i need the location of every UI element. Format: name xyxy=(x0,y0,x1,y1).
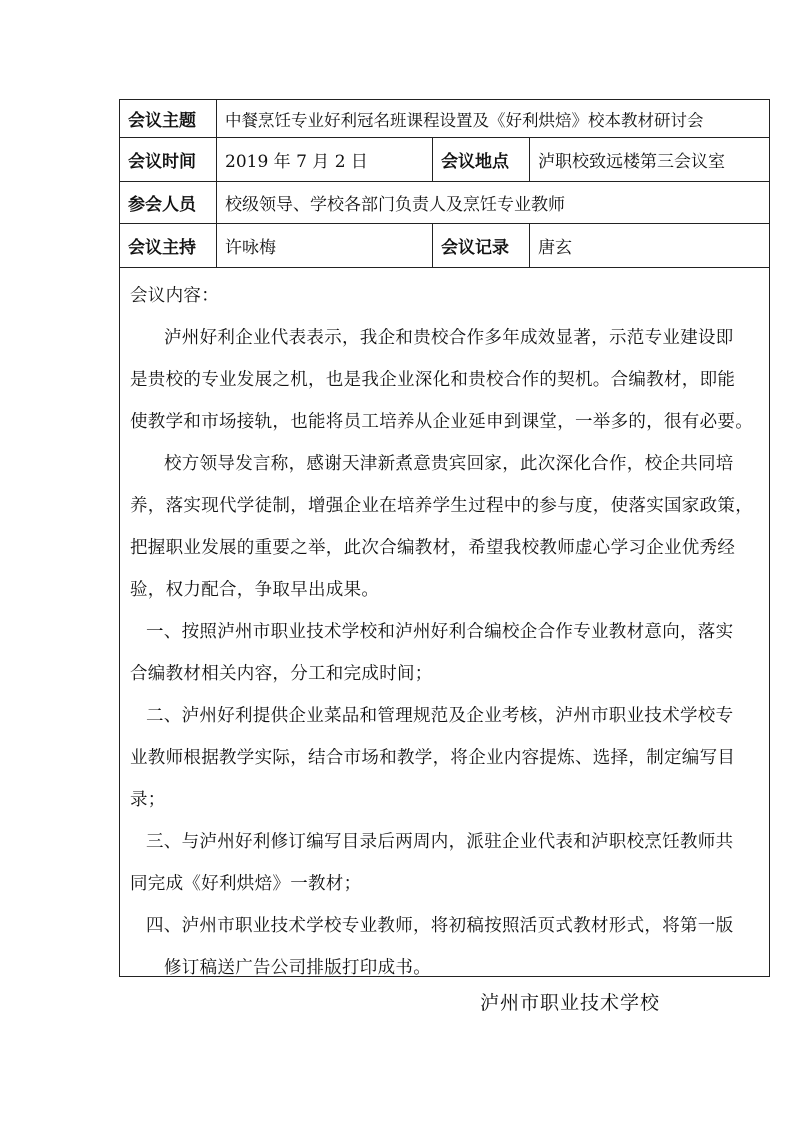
location-value: 泸职校致远楼第三会议室 xyxy=(538,152,725,172)
recorder-value: 唐玄 xyxy=(538,238,572,258)
content-line: 把握职业发展的重要之举，此次合编教材，希望我校教师虚心学习企业优秀经 xyxy=(130,538,736,558)
content-line: 泸州好利企业代表表示，我企和贵校合作多年成效显著，示范专业建设即 xyxy=(164,328,734,348)
content-line: 录； xyxy=(130,790,166,810)
time-value: 2019 年 7 月 2 日 xyxy=(217,138,433,181)
host-value: 许咏梅 xyxy=(217,224,433,267)
content-line: 验，权力配合，争取早出成果。 xyxy=(130,580,380,600)
meeting-minutes-table xyxy=(119,99,770,977)
host-recorder-row xyxy=(120,224,769,268)
content-line: 业教师根据教学实际，结合市场和教学，将企业内容提炼、选择，制定编写目 xyxy=(130,748,736,768)
content-line: 三、与泸州好利修订编写目录后两周内，派驻企业代表和泸职校烹饪教师共 xyxy=(146,832,734,852)
content-line: 合编教材相关内容，分工和完成时间； xyxy=(130,664,433,684)
time-location-row xyxy=(120,138,769,182)
attendees-value: 校级领导、学校各部门负责人及烹饪专业教师 xyxy=(225,195,565,215)
topic-value: 中餐烹饪专业好利冠名班课程设置及《好利烘焙》校本教材研讨会 xyxy=(225,110,704,130)
topic-label: 会议主题 xyxy=(120,100,217,137)
time-label: 会议时间 xyxy=(120,138,217,181)
content-line: 一、按照泸州市职业技术学校和泸州好利合编校企合作专业教材意向，落实 xyxy=(146,622,734,642)
content-heading: 会议内容： xyxy=(130,286,219,306)
host-label: 会议主持 xyxy=(120,224,217,267)
content-line: 修订稿送广告公司排版打印成书。 xyxy=(164,958,431,978)
content-line: 二、泸州好利提供企业菜品和管理规范及企业考核，泸州市职业技术学校专 xyxy=(146,706,734,726)
topic-row xyxy=(120,100,769,138)
attendees-label: 参会人员 xyxy=(120,182,217,223)
content-line: 同完成《好利烘焙》一教材； xyxy=(130,874,362,894)
location-label: 会议地点 xyxy=(433,138,530,181)
meeting-content xyxy=(120,268,769,976)
content-line: 是贵校的专业发展之机，也是我企业深化和贵校合作的契机。合编教材，即能 xyxy=(130,370,736,390)
content-line: 校方领导发言称，感谢天津新煮意贵宾回家，此次深化合作，校企共同培 xyxy=(164,454,734,474)
content-line: 养，落实现代学徒制，增强企业在培养学生过程中的参与度，使落实国家政策， xyxy=(130,496,753,516)
school-signature: 泸州市职业技术学校 xyxy=(480,992,661,1014)
attendees-row xyxy=(120,182,769,224)
content-line: 使教学和市场接轨，也能将员工培养从企业延申到课堂，一举多的，很有必要。 xyxy=(130,412,753,432)
recorder-label: 会议记录 xyxy=(433,224,530,267)
content-line: 四、泸州市职业技术学校专业教师，将初稿按照活页式教材形式，将第一版 xyxy=(146,916,734,936)
